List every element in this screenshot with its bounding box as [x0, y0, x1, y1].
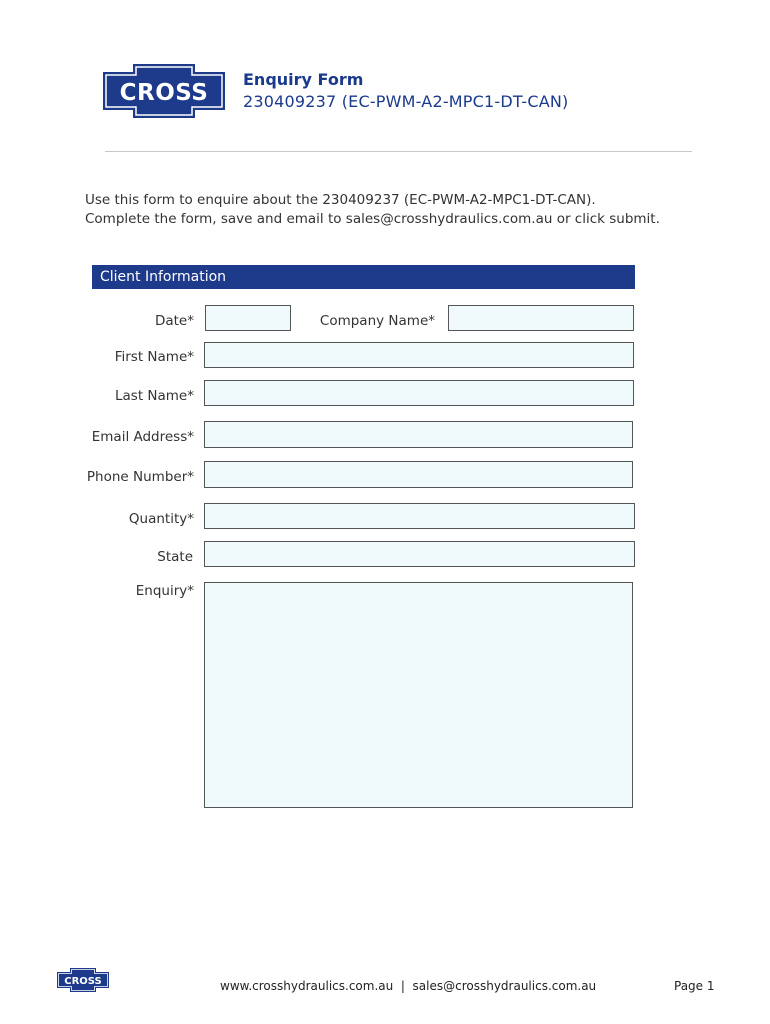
first-name-field[interactable] [204, 342, 634, 368]
enquiry-textarea[interactable] [204, 582, 633, 808]
cross-logo [103, 64, 225, 118]
intro-text [85, 191, 660, 229]
email-address-field[interactable] [204, 421, 633, 448]
phone-number-field[interactable] [204, 461, 633, 488]
quantity-label: Quantity* [128, 511, 194, 527]
section-header-client-information: Client Information [92, 265, 635, 289]
last-name-label: Last Name* [115, 388, 194, 404]
logo-text: CROSS [119, 80, 209, 106]
footer-contact: www.crosshydraulics.com.au | sales@crosshydraulics.com.au [220, 979, 597, 993]
product-code: 230409237 (EC-PWM-A2-MPC1-DT-CAN) [243, 92, 569, 111]
header-title-block [243, 69, 569, 113]
page-number: Page 1 [674, 979, 715, 993]
last-name-field[interactable] [204, 380, 634, 406]
header-divider [105, 151, 692, 152]
state-label: State [157, 549, 193, 565]
phone-number-label: Phone Number* [86, 469, 194, 485]
form-title: Enquiry Form [243, 70, 364, 89]
state-field[interactable] [204, 541, 635, 567]
date-label: Date* [154, 313, 194, 329]
company-name-field[interactable] [448, 305, 634, 331]
quantity-field[interactable] [204, 503, 635, 529]
first-name-label: First Name* [114, 349, 194, 365]
footer-logo-text: CROSS [64, 976, 102, 987]
date-field[interactable] [205, 305, 291, 331]
email-address-label: Email Address* [91, 429, 194, 445]
intro-line-1: Use this form to enquire about the 230409237 (EC-PWM-A2-MPC1-DT-CAN). [85, 192, 596, 208]
company-name-label: Company Name* [319, 313, 435, 329]
enquiry-label: Enquiry* [135, 583, 194, 599]
footer-cross-logo [57, 968, 109, 992]
intro-line-2: Complete the form, save and email to sales@crosshydraulics.com.au or click submit. [85, 211, 660, 227]
